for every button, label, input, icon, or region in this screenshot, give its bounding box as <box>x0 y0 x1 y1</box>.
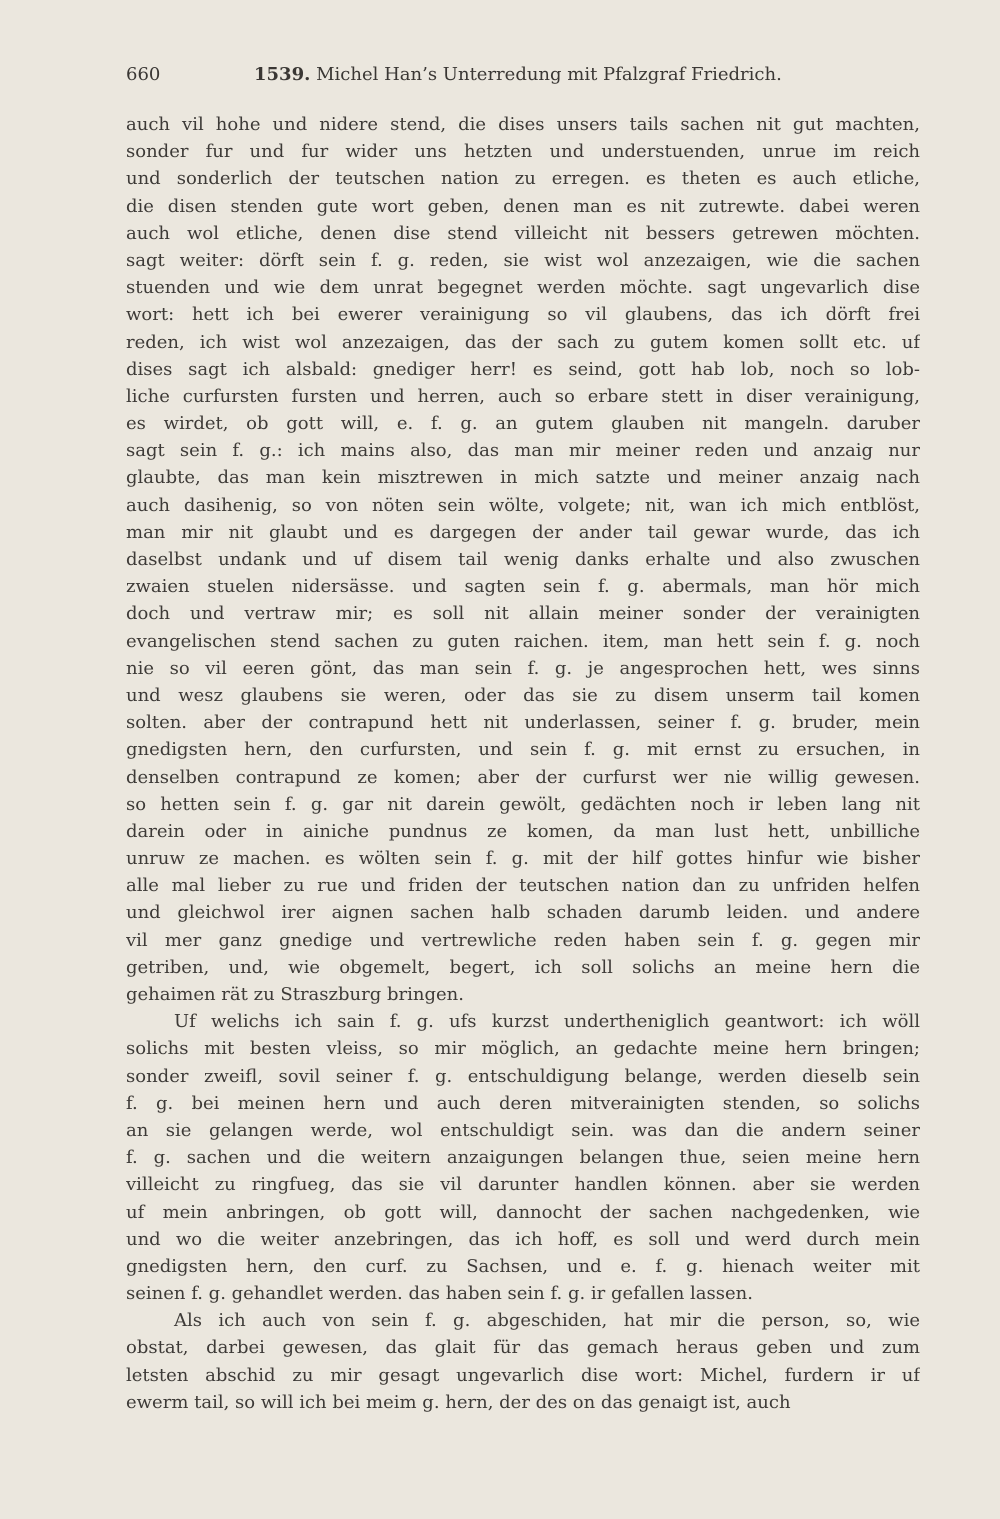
text-line: getriben, und, wie obgemelt, begert, ich soll solichs an meine hern die <box>126 956 920 978</box>
text-line: unruw ze machen. es wölten sein f. g. mit der hilf gottes hinfur wie bisher <box>126 848 920 870</box>
text-line: ewerm tail, so will ich bei meim g. hern, der des on das genaigt ist, auch <box>126 1391 791 1413</box>
text-line: auch dasihenig, so von nöten sein wölte, volgete; nit, wan ich mich entblöst, <box>126 494 920 516</box>
text-line: evangelischen stend sachen zu guten raichen. item, man hett sein f. g. noch <box>126 630 920 652</box>
text-line: die disen stenden gute wort geben, denen man es nit zutrewte. dabei weren <box>126 195 920 217</box>
text-line: auch vil hohe und nidere stend, die dises unsers tails sachen nit gut machten, <box>126 114 920 135</box>
text-line: gnedigsten hern, den curfursten, und sein f. g. mit ernst zu ersuchen, in <box>126 739 920 761</box>
text-line: gnedigsten hern, den curf. zu Sachsen, und e. f. g. hienach weiter mit <box>126 1255 920 1277</box>
text-line: uf mein anbringen, ob gott will, dannocht der sachen nachgedenken, wie <box>126 1201 920 1223</box>
text-line: man mir nit glaubt und es dargegen der ander tail gewar wurde, das ich <box>126 521 920 543</box>
text-line: sonder zweifl, sovil seiner f. g. entschuldigung belange, werden dieselb sein <box>126 1065 920 1087</box>
paragraph <box>126 1307 920 1416</box>
text-line: alle mal lieber zu rue und friden der teutschen nation dan zu unfriden helfen <box>126 875 920 897</box>
text-line: an sie gelangen werde, wol entschuldigt sein. was dan die andern seiner <box>126 1119 920 1141</box>
text-line: stuenden und wie dem unrat begegnet werden möchte. sagt ungevarlich dise <box>126 277 920 299</box>
text-line: denselben contrapund ze komen; aber der curfurst wer nie willig gewesen. <box>126 766 920 788</box>
running-head <box>254 64 782 85</box>
text-line: liche curfursten fursten und herren, auch so erbare stett in diser verainigung, <box>126 385 920 407</box>
text-line: letsten abschid zu mir gesagt ungevarlich dise wort: Michel, furdern ir uf <box>126 1364 920 1386</box>
text-line: f. g. bei meinen hern und auch deren mitverainigten stenden, so solichs <box>126 1092 920 1114</box>
chapter-year: 1539. <box>254 64 311 85</box>
text-line: und gleichwol irer aignen sachen halb schaden darumb leiden. und andere <box>126 902 920 924</box>
text-line: sagt sein f. g.: ich mains also, das man mir meiner reden und anzaig nur <box>126 440 920 462</box>
text-line: so hetten sein f. g. gar nit darein gewölt, gedächten noch ir leben lang nit <box>126 793 920 815</box>
page-header <box>126 64 916 88</box>
text-line: solten. aber der contrapund hett nit underlassen, seiner f. g. bruder, mein <box>126 712 920 734</box>
text-line: obstat, darbei gewesen, das glait für das gemach heraus geben und zum <box>126 1337 920 1359</box>
paragraph <box>126 111 920 1008</box>
text-line: glaubte, das man kein misztrewen in mich satzte und meiner anzaig nach <box>126 467 920 489</box>
text-line: dises sagt ich alsbald: gnediger herr! es seind, gott hab lob, noch so lob- <box>126 358 920 380</box>
text-line: f. g. sachen und die weitern anzaigungen belangen thue, seien meine hern <box>126 1147 920 1169</box>
text-line: es wirdet, ob gott will, e. f. g. an gutem glauben nit mangeln. daruber <box>126 413 920 435</box>
text-line: solichs mit besten vleiss, so mir möglich, an gedachte meine hern bringen; <box>126 1038 920 1060</box>
page-number: 660 <box>126 64 161 85</box>
text-line: und wo die weiter anzebringen, das ich hoff, es soll und werd durch mein <box>126 1228 920 1250</box>
text-line: doch und vertraw mir; es soll nit allain meiner sonder der verainigten <box>126 603 920 625</box>
paragraph <box>126 1008 920 1307</box>
body-text <box>126 111 920 1416</box>
text-line: reden, ich wist wol anzezaigen, das der sach zu gutem komen sollt etc. uf <box>126 331 920 353</box>
text-line: zwaien stuelen nidersässe. und sagten sein f. g. abermals, man hör mich <box>126 576 920 598</box>
text-line: vil mer ganz gnedige und vertrewliche reden haben sein f. g. gegen mir <box>126 929 920 951</box>
text-line: daselbst undank und uf disem tail wenig danks erhalte und also zwuschen <box>126 549 920 570</box>
text-line: und wesz glaubens sie weren, oder das sie zu disem unserm tail komen <box>126 684 920 706</box>
text-line: und sonderlich der teutschen nation zu erregen. es theten es auch etliche, <box>126 168 920 190</box>
text-line: gehaimen rät zu Straszburg bringen. <box>126 984 464 1005</box>
text-line: seinen f. g. gehandlet werden. das haben sein f. g. ir gefallen lassen. <box>126 1283 753 1305</box>
text-line: Uf welichs ich sain f. g. ufs kurzst undertheniglich geantwort: ich wöll <box>174 1011 920 1033</box>
text-line: Als ich auch von sein f. g. abgeschiden, hat mir die person, so, wie <box>174 1310 920 1332</box>
text-line: nie so vil eeren gönt, das man sein f. g. je angesprochen hett, wes sinns <box>126 657 920 679</box>
text-line: wort: hett ich bei ewerer verainigung so vil glaubens, das ich dörft frei <box>126 304 920 326</box>
text-line: auch wol etliche, denen dise stend villeicht nit bessers getrewen möchten. <box>126 222 920 244</box>
text-line: villeicht zu ringfueg, das sie vil darunter handlen können. aber sie werden <box>126 1174 920 1196</box>
text-line: sonder fur und fur wider uns hetzten und understuenden, unrue im reich <box>126 141 920 163</box>
text-line: darein oder in ainiche pundnus ze komen, da man lust hett, unbilliche <box>126 820 920 842</box>
chapter-title: Michel Han’s Unterredung mit Pfalzgraf Friedrich. <box>316 64 782 85</box>
text-line: sagt weiter: dörft sein f. g. reden, sie wist wol anzezaigen, wie die sachen <box>126 249 920 271</box>
